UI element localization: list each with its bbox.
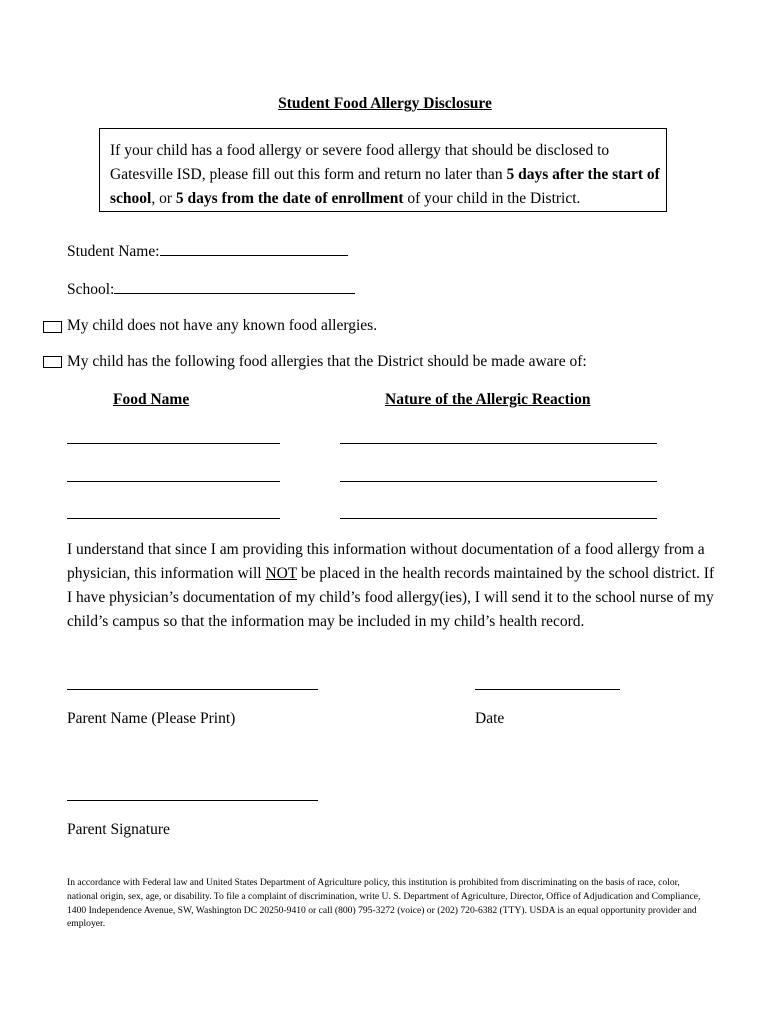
parent-name-label: Parent Name (Please Print) [67,710,236,727]
reaction-line-3[interactable] [340,518,657,519]
school-field[interactable] [114,280,355,294]
intro-deadline-2: 5 days from the date of enrollment [175,190,404,207]
food-name-line-1[interactable] [67,443,280,444]
parent-signature-label: Parent Signature [67,821,170,838]
statement-text-2: be placed in the health records maintained by the school district. If I have physician’s documentation of my child’s food allergy(ies), I will send it to the school nurse of my child’s campus so that the information may be included in my child’s health record. [67,565,715,630]
intro-text-1: If your child has a food allergy or severe food allergy that should be disclosed to Gatesville ISD, please fill out this form and return no later than [110,142,610,183]
form-title: Student Food Allergy Disclosure [278,95,492,112]
intro-text-3: of your child in the District. [403,190,581,207]
statement-not: NOT [265,565,298,582]
parent-signature-line[interactable] [67,800,318,801]
school-row [67,280,355,300]
no-allergies-checkbox[interactable] [43,321,62,333]
reaction-header: Nature of the Allergic Reaction [385,391,591,408]
intro-text-2: , or [151,190,176,207]
food-name-header: Food Name [113,391,190,408]
student-name-row [67,242,348,262]
intro-deadline-1: 5 days after the start of school [110,166,660,207]
date-label: Date [475,710,505,727]
usda-nondiscrimination-statement: In accordance with Federal law and United States Department of Agriculture policy, this institution is prohibited from discriminating on the basis of race, color, national origin, sex, age, or disability. To file a complaint of discrimination, write U. S. Department of Agriculture, Director, Office of Adjudication and Compliance, 1400 Independence Avenue, SW, Washington DC 20250-9410 or call (800) 795-3272 (voice) or (202) 720-6382 (TTY). USDA is an equal opportunity provider and employer. [67,877,701,930]
food-name-line-3[interactable] [67,518,280,519]
food-name-line-2[interactable] [67,481,280,482]
no-allergies-label: My child does not have any known food allergies. [67,317,378,334]
statement-text-1: I understand that since I am providing this information without documentation of a food allergy from a physician, this information will [67,541,705,582]
reaction-line-1[interactable] [340,443,657,444]
student-name-field[interactable] [160,242,348,256]
has-allergies-checkbox[interactable] [43,356,62,368]
intro-box [99,128,667,212]
statement-paragraph [67,538,717,634]
parent-name-line[interactable] [67,689,318,690]
school-label: School: [67,281,115,298]
student-name-label: Student Name: [67,243,160,260]
has-allergies-label: My child has the following food allergies that the District should be made aware of: [67,353,587,370]
date-line[interactable] [475,689,620,690]
reaction-line-2[interactable] [340,481,657,482]
